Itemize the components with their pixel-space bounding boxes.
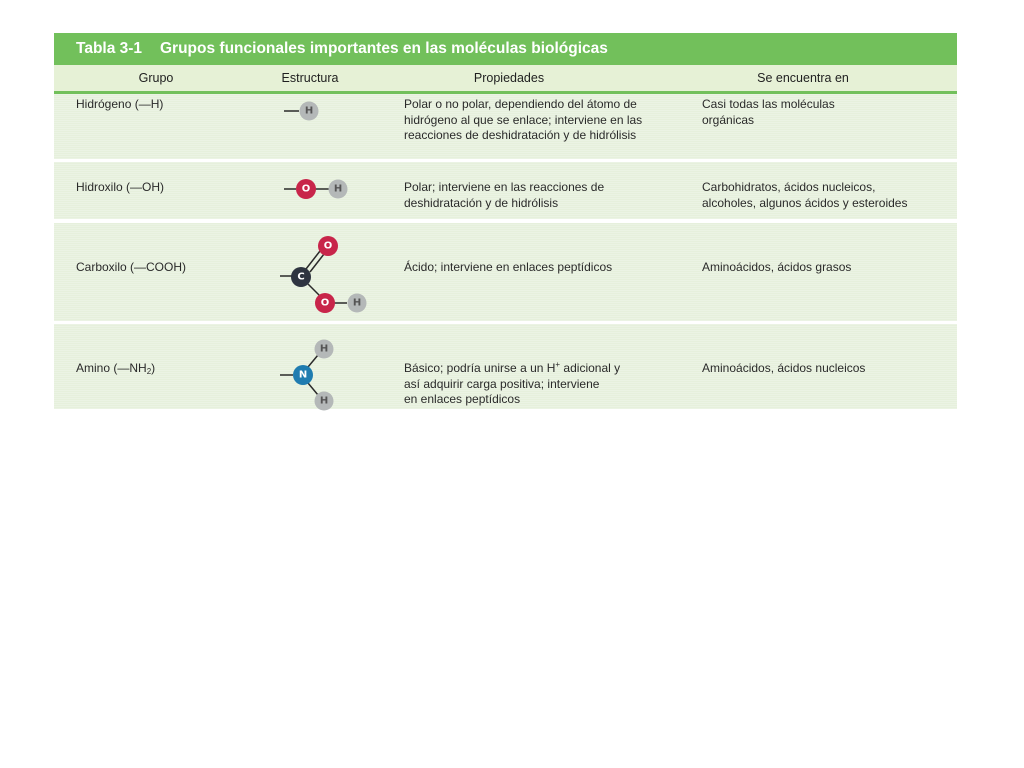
table-row-amino <box>54 324 957 409</box>
group-name: Carboxilo (—COOH) <box>76 260 187 274</box>
functional-groups-table <box>54 33 957 409</box>
table-title: Grupos funcionales importantes en las moléculas biológicas <box>160 40 608 57</box>
group-name-suffix: ) <box>151 361 156 375</box>
header-structure: Estructura <box>281 71 339 85</box>
group-name <box>76 361 266 377</box>
found-in-cell <box>702 361 952 377</box>
superscript: + <box>555 360 561 369</box>
properties-cell <box>404 180 704 211</box>
subscript: 2 <box>146 367 152 376</box>
group-name: Hidrógeno (—H) <box>76 97 164 111</box>
found-in-line: Aminoácidos, ácidos grasos <box>702 260 852 274</box>
found-in-line: orgánicas <box>702 112 755 127</box>
properties-line: Polar o no polar, dependiendo del átomo de <box>404 97 637 111</box>
found-in-line: Carbohidratos, ácidos nucleicos, <box>702 180 876 194</box>
oxygen-atom-label: O <box>320 297 330 309</box>
bond-line <box>308 355 318 367</box>
hydrogen-atom-label: H <box>333 183 343 195</box>
hydroxyl-structure-diagram <box>282 178 362 206</box>
table-header-row <box>54 65 957 94</box>
table-row-hydrogen <box>54 94 957 159</box>
hydrogen-structure-diagram <box>282 100 327 128</box>
hydrogen-atom-label: H <box>319 395 329 407</box>
properties-line: deshidratación y de hidrólisis <box>404 195 559 210</box>
properties-line: reacciones de deshidratación y de hidrólisis <box>404 128 637 142</box>
bond-line <box>308 284 320 296</box>
properties-text: adicional y <box>560 361 621 375</box>
properties-line: en enlaces peptídicos <box>404 392 521 406</box>
header-properties: Propiedades <box>473 71 545 85</box>
bond-line <box>308 383 318 395</box>
properties-line: así adquirir carga positiva; interviene <box>404 376 600 391</box>
table-row-carboxyl <box>54 223 957 321</box>
table-number: Tabla 3-1 <box>76 40 143 57</box>
found-in-line: Casi todas las moléculas <box>702 97 835 111</box>
header-found-in: Se encuentra en <box>757 71 849 85</box>
group-name-text: Amino (—NH <box>76 361 147 375</box>
double-bond-line <box>306 251 320 269</box>
found-in-cell <box>702 180 952 211</box>
table-title-bar <box>54 33 957 65</box>
nitrogen-atom-label: N <box>298 369 308 381</box>
hydrogen-atom-label: H <box>352 297 362 309</box>
properties-cell <box>404 361 704 408</box>
double-bond-line <box>310 254 324 272</box>
hydrogen-atom-label: H <box>319 343 329 355</box>
carbon-atom-label: C <box>297 271 305 283</box>
properties-text: Básico; podría unirse a un H <box>404 361 556 375</box>
table-row-hydroxyl <box>54 162 957 219</box>
found-in-cell <box>702 260 952 276</box>
properties-line <box>404 361 704 377</box>
properties-line: hidrógeno al que se enlace; interviene en las <box>404 112 643 127</box>
properties-line: Ácido; interviene en enlaces peptídicos <box>404 260 613 274</box>
header-group: Grupo <box>138 71 174 85</box>
carboxyl-structure-diagram <box>278 233 378 319</box>
hydrogen-atom-label: H <box>304 105 314 117</box>
found-in-line: alcoholes, algunos ácidos y esteroides <box>702 195 908 210</box>
found-in-cell <box>702 97 952 128</box>
properties-cell <box>404 97 704 144</box>
oxygen-atom-label: O <box>301 183 311 195</box>
oxygen-atom-label: O <box>323 240 333 252</box>
group-name: Hidroxilo (—OH) <box>76 180 165 194</box>
properties-line: Polar; interviene en las reacciones de <box>404 180 605 194</box>
amino-structure-diagram <box>278 336 368 416</box>
found-in-line: Aminoácidos, ácidos nucleicos <box>702 361 866 375</box>
properties-cell <box>404 260 704 276</box>
